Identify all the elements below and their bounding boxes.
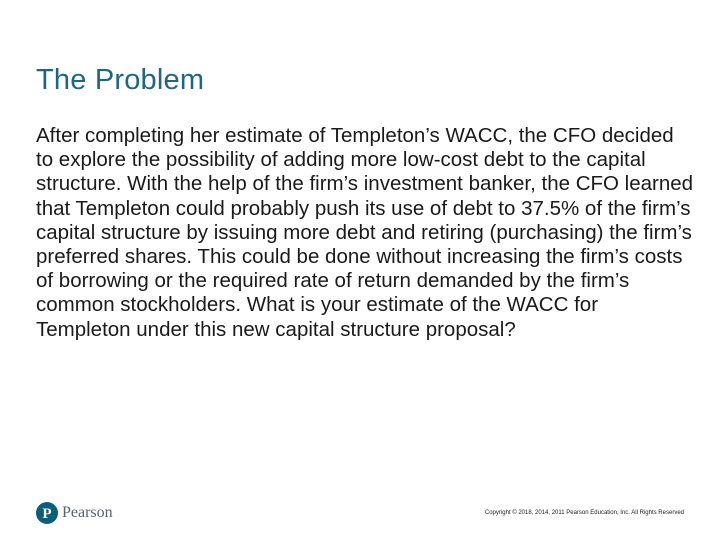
pearson-logo-letter: P	[42, 506, 52, 522]
pearson-logo-icon	[36, 502, 58, 524]
copyright-notice: Copyright © 2018, 2014, 2011 Pearson Education, Inc. All Rights Reserved	[484, 510, 684, 516]
pearson-logo-text: Pearson	[62, 504, 113, 521]
slide-title: The Problem	[36, 64, 205, 96]
slide-body-text: After completing her estimate of Templeton’s WACC, the CFO decided to explore the possibility of adding more low-cost debt to the capital structure. With the help of the firm’s investment banker, the CFO learned that Templeton could probably push its use of debt to 37.5% of the firm’s capital structure by issuing more debt and retiring (purchasing) the firm’s preferred shares. This could be done without increasing the firm’s costs of borrowing or the required rate of return demanded by the firm’s common stockholders. What is your estimate of the WACC for Templeton under this new capital structure proposal?	[36, 124, 694, 341]
pearson-logo	[36, 502, 113, 524]
